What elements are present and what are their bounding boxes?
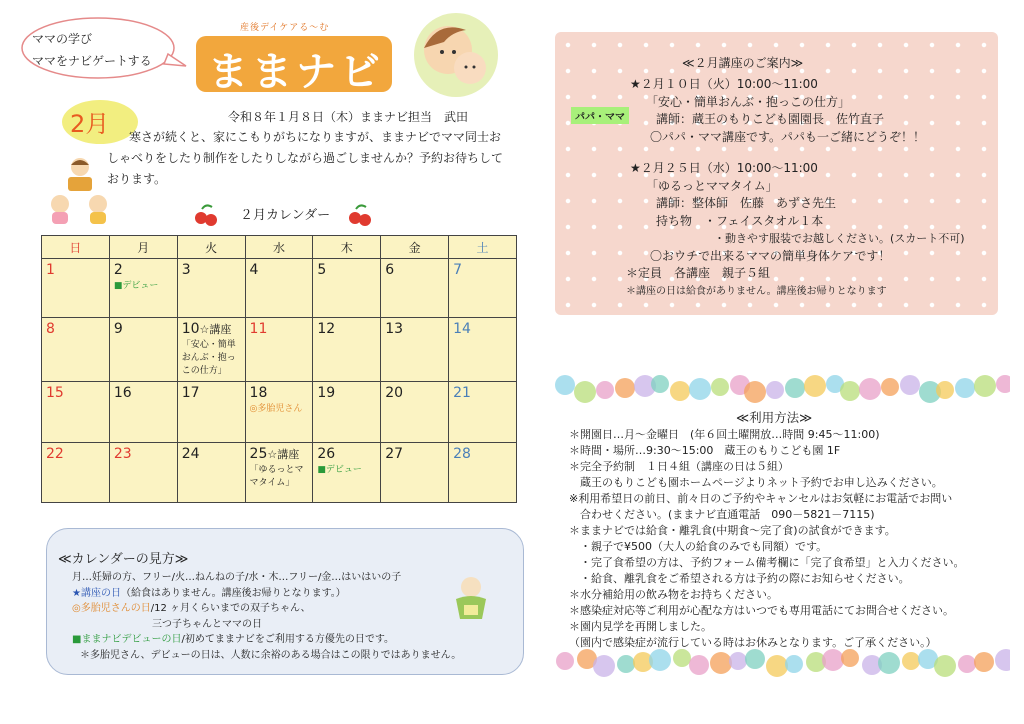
calendar-day-cell: [381, 443, 449, 503]
decoration-dot: [840, 381, 860, 401]
lesson-1-date: ★２月１０日（火）10:00～11:00: [630, 77, 818, 91]
day-number: 16: [113, 385, 132, 401]
usage-line: ＊完全予約制 １日４組（講座の日は５組）: [569, 460, 789, 473]
decoration-dot: [649, 649, 671, 671]
decoration-dot: [995, 649, 1010, 671]
day-number: 5: [317, 262, 327, 278]
decoration-dot: [996, 375, 1010, 393]
day-number: 10: [181, 321, 200, 337]
day-number: 22: [46, 446, 64, 462]
calendar-day-cell: [381, 318, 449, 382]
calendar-day-cell: [177, 318, 245, 382]
lesson-2-date: ★２月２５日（水）10:00～11:00: [630, 161, 818, 175]
decoration-dot: [955, 378, 975, 398]
decoration-dot: [651, 375, 669, 393]
february-calendar: [41, 235, 517, 503]
weekday-mon: 月: [109, 236, 177, 259]
calendar-day-cell: [313, 318, 381, 382]
decoration-dot: [615, 378, 635, 398]
lesson-2-note: 〇おウチで出来るママの簡単身体ケアです！: [650, 248, 891, 263]
calendar-week-row: [42, 382, 517, 443]
calendar-day-cell: [109, 382, 177, 443]
lesson-2-items: 持ち物 ・フェイスタオル１本: [656, 213, 824, 228]
day-number: 13: [385, 321, 404, 337]
calendar-day-cell: [245, 443, 313, 503]
intro-text: 寒さが続くと、家にこもりがちになりますが、ままナビでママ同士おしゃべりをしたり制作をしたりしながら過ごしませんか？予約お待ちしております。: [107, 130, 504, 186]
cherry-icon: [348, 203, 372, 227]
calendar-body: [42, 259, 517, 503]
decoration-dot: [859, 378, 881, 400]
usage-line: ・完了食希望の方は、予約フォーム備考欄に「完了食希望」と入力ください。: [569, 556, 965, 569]
day-number: 11: [249, 321, 268, 337]
weekday-tue: 火: [177, 236, 245, 259]
usage-line: （園内で感染症が流行している時はお休みとなります。ご了承ください。）: [569, 636, 937, 649]
decoration-dot: [881, 378, 899, 396]
course-label: ☆講座: [267, 448, 300, 461]
decoration-dot: [689, 655, 709, 675]
decoration-dot: [974, 652, 994, 672]
cherry-icon: [194, 203, 218, 227]
lessons-title: ≪２月講座のご案内≫: [682, 56, 804, 70]
day-number: 15: [46, 385, 64, 401]
day-number: 21: [453, 385, 471, 401]
usage-line: ＊ままナビでは給食・離乳食(中期食～完了食)の試食ができます。: [569, 524, 896, 537]
day-note: ■デビュー: [113, 281, 159, 291]
character-illustration: [452, 575, 490, 625]
calendar-title: ２月カレンダー: [240, 208, 331, 223]
day-note: ■デビュー: [317, 465, 362, 475]
decoration-dot: [785, 655, 803, 673]
lessons-body: [626, 76, 1000, 300]
day-number: 27: [385, 446, 404, 462]
usage-line: ＊開園日…月～金曜日 (年６回土曜開放…時間 9:45～11:00): [569, 428, 880, 441]
month-label: 2月: [70, 110, 110, 138]
decoration-dot: [744, 381, 766, 403]
calendar-day-cell: [245, 259, 313, 318]
calendar-day-cell: [177, 259, 245, 318]
day-number: 25: [249, 446, 268, 462]
day-number: 12: [317, 321, 336, 337]
decoration-dot: [745, 649, 765, 669]
decoration-dot: [673, 649, 691, 667]
legend-key-course: ★講座の日: [72, 587, 121, 599]
dot-decoration-bottom: [555, 646, 1010, 682]
calendar-day-cell: [313, 443, 381, 503]
decoration-dot: [822, 649, 844, 671]
decoration-dot: [804, 375, 826, 397]
author-line: 令和８年１月８日（木）ままナビ担当 武田: [228, 110, 469, 124]
weekday-thu: 木: [313, 236, 381, 259]
legend-text-debut: /初めてままナビをご利用する方優先の日です。: [181, 634, 395, 645]
lesson-2-name: 「ゆるっとママタイム」: [646, 178, 778, 193]
calendar-day-cell: [449, 443, 517, 503]
calendar-day-cell: [313, 259, 381, 318]
day-number: 8: [46, 321, 55, 337]
weekday-header-row: [42, 236, 517, 259]
logo-title: ままナビ: [208, 49, 384, 95]
calendar-day-cell: [109, 443, 177, 503]
usage-line: ＊感染症対応等ご利用が心配な方はいつでも専用電話にてお問合せください。: [569, 604, 954, 617]
bubble-line-2: ママをナビゲートする: [32, 54, 152, 68]
children-illustration: [44, 192, 116, 228]
day-number: 3: [181, 262, 191, 278]
calendar-day-cell: [381, 259, 449, 318]
legend-line-2: [72, 586, 502, 602]
calendar-day-cell: [381, 382, 449, 443]
legend-line-1: 月…妊婦の方、フリー/火…ねんねの子/水・木…フリー/金…はいはいの子: [72, 572, 402, 583]
day-number: 20: [385, 385, 404, 401]
decoration-dot: [785, 378, 805, 398]
day-number: 28: [453, 446, 471, 462]
lesson-1-note: 〇パパ・ママ講座です。パパも一ご緒にどうぞ！！: [650, 129, 926, 144]
weekday-fri: 金: [381, 236, 449, 259]
calendar-day-cell: [42, 259, 110, 318]
calendar-day-cell: [245, 318, 313, 382]
usage-title: ≪利用方法≫: [736, 410, 813, 425]
decoration-dot: [766, 381, 784, 399]
calendar-day-cell: [109, 259, 177, 318]
legend-key-twins: ◎多胎児さんの日: [72, 603, 151, 614]
decoration-dot: [711, 378, 729, 396]
lesson-1-name: 「安心・簡単おんぶ・抱っこの仕方」: [646, 94, 851, 109]
calendar-day-cell: [449, 259, 517, 318]
decoration-dot: [900, 375, 920, 395]
usage-line: ・給食、離乳食をご希望される方は予約の際にお知らせください。: [569, 572, 910, 585]
day-note: 「ゆるっとママタイム」: [249, 465, 304, 488]
usage-line: 蔵王のもりこども園ホームページよりネット予約でお申し込みください。: [569, 476, 943, 489]
lesson-no-meal: ＊講座の日は給食がありません。講座後お帰りとなります: [626, 285, 887, 297]
mother-baby-illustration: [408, 12, 504, 98]
day-number: 24: [181, 446, 200, 462]
decoration-dot: [902, 652, 920, 670]
calendar-day-cell: [449, 382, 517, 443]
calendar-day-cell: [42, 382, 110, 443]
weekday-sat: 土: [449, 236, 517, 259]
calendar-week-row: [42, 259, 517, 318]
usage-body: [569, 427, 1009, 651]
legend-title: ≪カレンダーの見方≫: [58, 552, 189, 567]
dot-decoration-top: [555, 372, 1010, 408]
legend-key-debut: ■ままナビデビューの日: [72, 634, 182, 645]
day-note: 「安心・簡単おんぶ・抱っこの仕方」: [181, 340, 236, 376]
calendar-day-cell: [109, 318, 177, 382]
decoration-dot: [710, 652, 732, 674]
decoration-dot: [596, 381, 614, 399]
lesson-2-clothing: ・動きやす服装でお越しください。(スカート不可): [714, 232, 965, 245]
decoration-dot: [766, 655, 788, 677]
lesson-2-teacher: 講師：整体師 佐藤 あずさ先生: [656, 196, 837, 210]
legend-line-6: ＊多胎児さん、デビューの日は、人数に余裕のある場合はこの限りではありません。: [80, 649, 462, 661]
calendar-week-row: [42, 443, 517, 503]
decoration-dot: [574, 381, 596, 403]
usage-line: ＊水分補給用の飲み物をお持ちください。: [569, 588, 778, 601]
calendar-day-cell: [42, 318, 110, 382]
lesson-1-teacher: 講師：蔵王のもりこども園園長 佐竹直子: [656, 112, 885, 126]
legend-text-course: （給食はありません。講座後お帰りとなります。）: [120, 587, 346, 599]
weekday-sun: 日: [42, 236, 110, 259]
decoration-dot: [841, 649, 859, 667]
calendar-day-cell: [245, 382, 313, 443]
decoration-dot: [556, 652, 574, 670]
decoration-dot: [729, 652, 747, 670]
legend-line-5: [72, 632, 502, 648]
decoration-dot: [689, 378, 711, 400]
day-number: 7: [453, 262, 462, 278]
calendar-day-cell: [177, 443, 245, 503]
decoration-dot: [974, 375, 996, 397]
decoration-dot: [555, 375, 575, 395]
papa-mama-badge: パパ・ママ: [571, 107, 629, 124]
day-number: 23: [113, 446, 132, 462]
legend-line-4: 三つ子ちゃんとママの日: [152, 618, 262, 630]
usage-line: ※利用希望日の前日、前々日のご予約やキャンセルはお気軽にお電話でお問い: [569, 492, 953, 505]
decoration-dot: [593, 655, 615, 677]
calendar-day-cell: [42, 443, 110, 503]
calendar-week-row: [42, 318, 517, 382]
weekday-wed: 水: [245, 236, 313, 259]
decoration-dot: [617, 655, 635, 673]
usage-line: ＊園内見学を再開しました。: [569, 620, 712, 633]
day-number: 17: [181, 385, 200, 401]
day-number: 18: [249, 385, 268, 401]
day-number: 19: [317, 385, 336, 401]
logo-subtitle: 産後デイケアる～む: [240, 23, 330, 33]
usage-line: 合わせください。(ままナビ直通電話 090－5821－7115): [569, 508, 875, 521]
day-number: 26: [317, 446, 336, 462]
lesson-capacity: ＊定員 各講座 親子５組: [626, 266, 771, 280]
usage-line: ・親子で¥500（大人の給食のみでも同額）です。: [569, 540, 828, 553]
calendar-day-cell: [449, 318, 517, 382]
day-number: 9: [113, 321, 123, 337]
day-number: 1: [46, 262, 55, 278]
day-note: ◎多胎児さん: [249, 404, 303, 414]
bubble-text: [32, 28, 182, 72]
decoration-dot: [670, 381, 690, 401]
legend-line-3: [72, 601, 502, 617]
bubble-line-1: ママの学び: [32, 32, 93, 46]
usage-line: ＊時間・場所…9:30～15:00 蔵王のもりこども園 1F: [569, 444, 841, 457]
decoration-dot: [934, 655, 956, 677]
day-number: 4: [249, 262, 259, 278]
day-number: 2: [113, 262, 123, 278]
child-reading-illustration: [62, 155, 98, 195]
day-number: 14: [453, 321, 471, 337]
legend-lines: [72, 570, 502, 663]
course-label: ☆講座: [199, 323, 232, 336]
legend-text-twins: /12 ヶ月くらいまでの双子ちゃん、: [150, 603, 311, 614]
decoration-dot: [958, 655, 976, 673]
decoration-dot: [936, 381, 954, 399]
calendar-day-cell: [313, 382, 381, 443]
day-number: 6: [385, 262, 395, 278]
decoration-dot: [878, 652, 900, 674]
calendar-day-cell: [177, 382, 245, 443]
